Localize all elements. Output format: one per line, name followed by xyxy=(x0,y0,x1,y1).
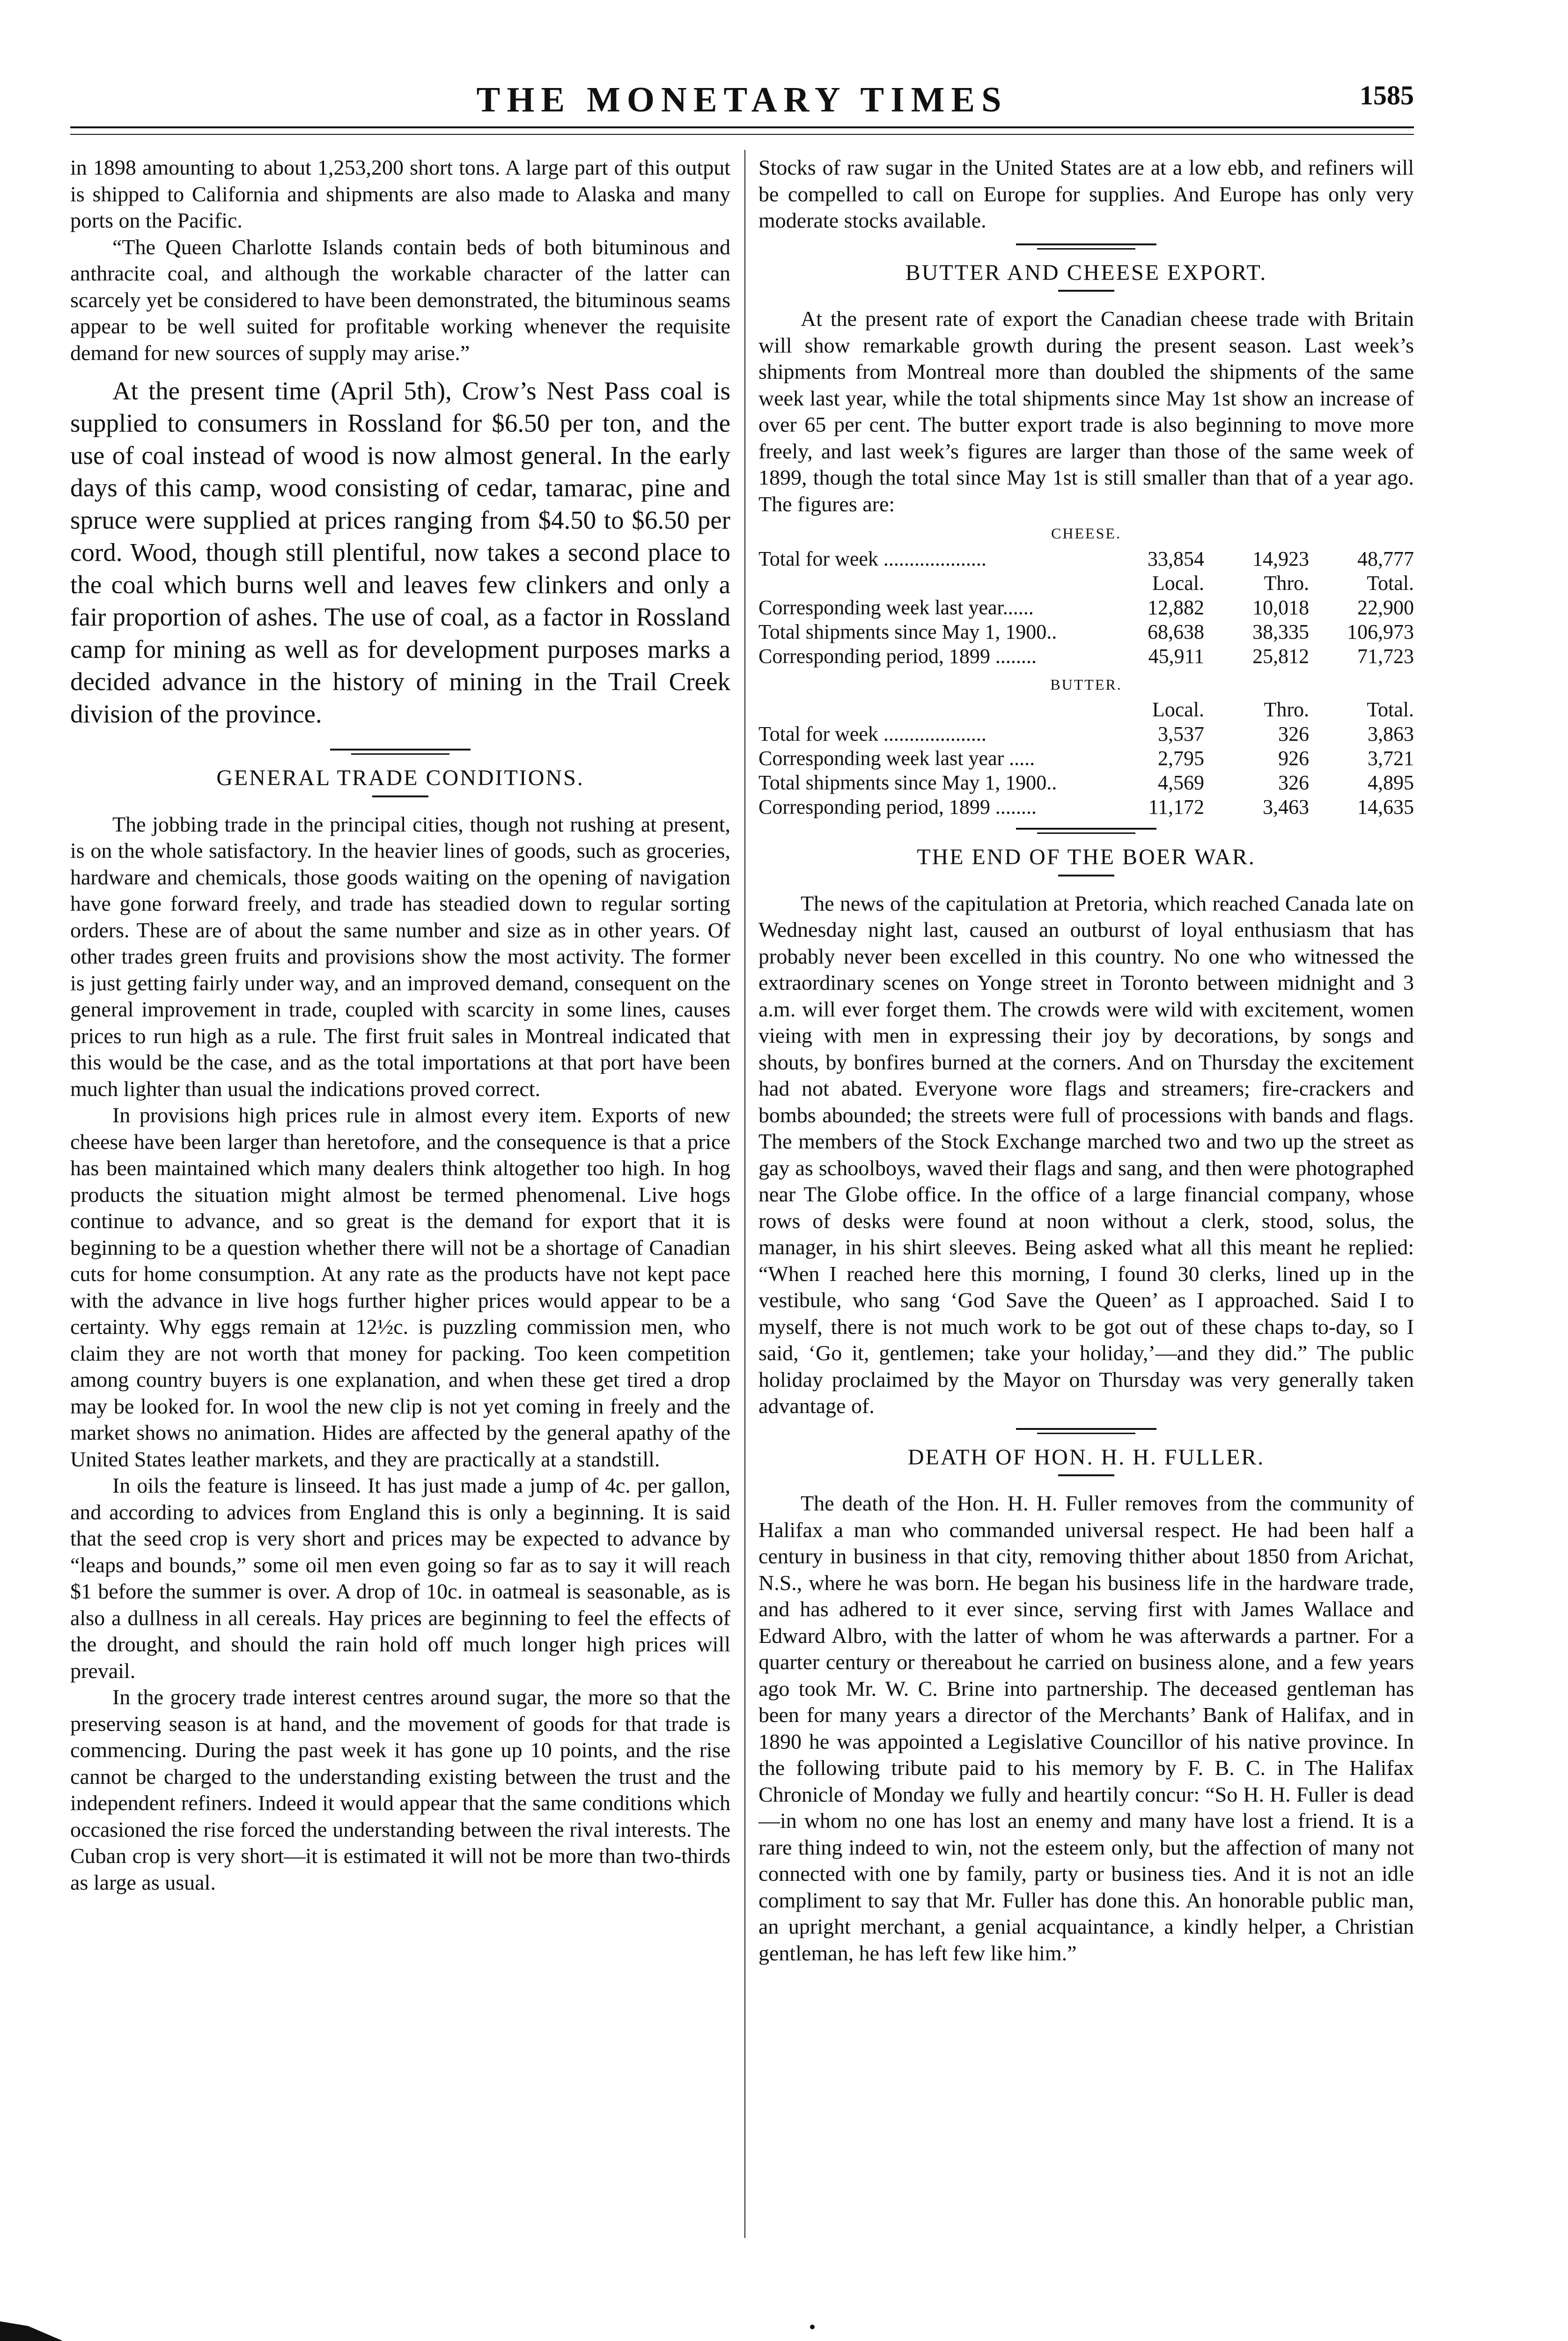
total-value: 3,721 xyxy=(1368,747,1414,770)
coal-output-paragraph: in 1898 amounting to about 1,253,200 short tons. A large part of this output is shipped to California and shipments are also made to Alaska and many ports on the Pacific. xyxy=(70,155,730,232)
local-value: 4,569 xyxy=(1158,771,1204,794)
total-value: 3,863 xyxy=(1368,722,1414,745)
left-column xyxy=(70,155,730,1896)
heading-rule xyxy=(1058,290,1114,292)
local-value: 3,537 xyxy=(1158,722,1204,745)
publication-title: THE MONETARY TIMES xyxy=(476,80,1008,119)
page-corner-mark xyxy=(0,2251,94,2341)
thro-value: 326 xyxy=(1278,771,1309,794)
section-separator xyxy=(330,749,471,755)
row-label: Corresponding period, 1899 ........ xyxy=(758,795,1037,818)
column-header-row xyxy=(758,571,1414,596)
row-label: Corresponding period, 1899 ........ xyxy=(758,644,1037,668)
local-value: 2,795 xyxy=(1158,747,1204,770)
cheese-table xyxy=(758,547,1414,669)
local-value: 45,911 xyxy=(1148,644,1204,668)
total-value: 22,900 xyxy=(1357,596,1414,619)
thro-value: 3,463 xyxy=(1263,795,1309,818)
section-separator xyxy=(1016,1428,1156,1434)
trade-paragraph-provisions: In provisions high prices rule in almost every item. Exports of new cheese have been larger than heretofore, and the consequence is that a price has been maintained which many dealers think altogether too high. In hog products the situation might almost be termed phenomenal. Live hogs continue to advance, and so great is the demand for export that it is beginning to be a question whether there will not be a shortage of Canadian cuts for home consumption. At any rate as the products have not kept pace with the advance in live hogs further higher prices would appear to be a certainty. Why eggs remain at 12½c. is puzzling commission men, who claim they are not worth that money for packing. Too keen competition among country buyers is one explanation, and when these get tired a drop may be looked for. In wool the new clip is not yet coming in freely and the market shows no animation. Hides are affected by the general apathy of the United States leather markets, and they are practically at a standstill. xyxy=(70,1103,730,1471)
table-row xyxy=(758,771,1414,795)
thro-value: 38,335 xyxy=(1252,620,1309,643)
butter-table xyxy=(758,698,1414,819)
local-value: 11,172 xyxy=(1148,795,1204,818)
table-row xyxy=(758,596,1414,620)
masthead xyxy=(70,66,1414,136)
thro-value: 25,812 xyxy=(1252,644,1309,668)
local-value: 12,882 xyxy=(1148,596,1204,619)
row-label: Corresponding week last year ..... xyxy=(758,747,1035,770)
total-value: 14,635 xyxy=(1357,795,1414,818)
col-total: Total. xyxy=(1367,571,1414,595)
thro-value: 326 xyxy=(1278,722,1309,745)
thro-value: 10,018 xyxy=(1252,596,1309,619)
page-number: 1585 xyxy=(1360,80,1414,110)
total-value: 106,973 xyxy=(1347,620,1414,643)
thro-value: 926 xyxy=(1278,747,1309,770)
butter-label: BUTTER. xyxy=(1050,676,1122,693)
boer-war-heading: THE END OF THE BOER WAR. xyxy=(917,845,1256,869)
row-label: Total for week .................... xyxy=(758,722,986,745)
table-row xyxy=(758,620,1414,644)
col-thro: Thro. xyxy=(1264,698,1309,721)
cheese-label: CHEESE. xyxy=(1051,525,1121,542)
section-separator xyxy=(1016,828,1156,834)
butter-cheese-paragraph: At the present rate of export the Canadian cheese trade with Britain will show remarkable growth during the present season. Last week’s shipments from Montreal more than doubled the shipments of the same week last year, while the total shipments since May 1st show an increase of over 65 per cent. The butter export trade is also beginning to move more freely, and last week’s figures are larger than those of the same week of 1899, though the total since May 1st is still smaller than that of a year ago. The figures are: xyxy=(758,307,1414,516)
total-value: 71,723 xyxy=(1357,644,1414,668)
local-value: 68,638 xyxy=(1148,620,1204,643)
butter-cheese-heading: BUTTER AND CHEESE EXPORT. xyxy=(905,260,1267,285)
crows-nest-paragraph: At the present time (April 5th), Crow’s Nest Pass coal is supplied to consumers in Rossland for $6.50 per ton, and the use of coal instead of wood is now almost general. In the early days of this camp, wood consisting of cedar, tamarac, pine and spruce were supplied at prices ranging from $4.50 to $6.50 per cord. Wood, though still plentiful, now takes a second place to the coal which burns well and leaves few clinkers and only a fair proportion of ashes. The use of coal, as a factor in Rossland camp for mining as well as for development purposes marks a decided advance in the history of mining in the Trail Creek division of the province. xyxy=(70,376,730,728)
column-divider xyxy=(744,150,745,2238)
table-row xyxy=(758,722,1414,746)
row-label: Total shipments since May 1, 1900.. xyxy=(758,771,1057,794)
heading-rule xyxy=(372,795,428,797)
fuller-heading: DEATH OF HON. H. H. FULLER. xyxy=(907,1444,1265,1470)
table-row xyxy=(758,746,1414,771)
total-value: 4,895 xyxy=(1368,771,1414,794)
section-separator xyxy=(1016,243,1156,250)
trade-heading: GENERAL TRADE CONDITIONS. xyxy=(216,766,584,790)
row-label: Total for week .................... xyxy=(758,547,986,570)
total-value: 48,777 xyxy=(1357,547,1414,570)
col-thro: Thro. xyxy=(1264,571,1309,595)
masthead-rule xyxy=(70,126,1414,135)
column-header-row xyxy=(758,698,1414,722)
queen-charlotte-quote: “The Queen Charlotte Islands contain beds of both bituminous and anthracite coal, and although the workable character of the latter can scarcely yet be considered to have been demonstrated, the bituminous seams appear to be well suited for profitable working whenever the requisite demand for new sources of supply may arise.” xyxy=(70,235,730,365)
fuller-paragraph: The death of the Hon. H. H. Fuller removes from the community of Halifax a man who commanded universal respect. He had been half a century in business in that city, removing thither about 1850 from Arichat, N.S., where he was born. He began his business life in the hardware trade, and has adhered to it ever since, serving first with James Wallace and Edward Albro, with the latter of whom he was afterwards a partner. For a quarter century or thereabout he carried on business alone, and a few years ago took Mr. W. C. Brine into partnership. The deceased gentleman has been for many years a director of the Merchants’ Bank of Halifax, and in 1890 he was appointed a Legislative Councillor of his native province. In the following tribute paid to his memory by F. B. C. in The Halifax Chronicle of Monday we fully and heartily concur: “So H. H. Fuller is dead—in whom no one has lost an enemy and many have lost a friend. It is a rare thing indeed to win, not the esteem only, but the affection of many not connected with one by family, party or business ties. And it is not an idle compliment to say that Mr. Fuller has done this. An honorable public man, an upright merchant, a genial acquaintance, a kindly helper, a Christian gentleman, he has left few like him.” xyxy=(758,1491,1414,1965)
trade-paragraph-oils: In oils the feature is linseed. It has just made a jump of 4c. per gallon, and according to advices from England this is only a beginning. It is said that the seed crop is very short and prices may be expected to advance by “leaps and bounds,” some oil men even going so far as to say it will reach $1 before the summer is over. A drop of 10c. in oatmeal is seasonable, as is also a dullness in all cereals. Hay prices are beginning to feel the effects of the drought, and should the rain hold off much longer high prices will prevail. xyxy=(70,1473,730,1683)
thro-value: 14,923 xyxy=(1252,547,1309,570)
trade-paragraph-grocery: In the grocery trade interest centres around sugar, the more so that the preserving season is at hand, and the movement of goods for that trade is commencing. During the past week it has gone up 10 points, and the rise cannot be charged to the understanding existing between the trust and the independent refiners. Indeed it would appear that the same conditions which occasioned the rise forced the understanding between the rival interests. The Cuban crop is very short—it is estimated it will not be more than two-thirds as large as usual. xyxy=(70,1685,730,1894)
col-total: Total. xyxy=(1367,698,1414,721)
trade-paragraph-jobbing: The jobbing trade in the principal cities, though not rushing at present, is on the whole satisfactory. In the heavier lines of goods, such as groceries, hardware and chemicals, those goods waiting on the opening of navigation have gone forward freely, and trade has steadied down to regular sorting orders. These are of about the same number and size as in other years. Of other trades green fruits and provisions show the most activity. The former is just getting fairly under way, and an improved demand, consequent on the general improvement in trade, coupled with scarcity in some lines, causes prices to run high as a rule. The first fruit sales in Montreal indicated that this would be the case, and as the total importations at that port have been much lighter than usual the indications proved correct. xyxy=(70,812,730,1101)
col-local: Local. xyxy=(1152,571,1204,595)
col-local: Local. xyxy=(1152,698,1204,721)
table-row xyxy=(758,644,1414,669)
table-row xyxy=(758,547,1414,571)
right-column xyxy=(758,155,1414,1966)
local-value: 33,854 xyxy=(1148,547,1204,570)
boer-war-paragraph: The news of the capitulation at Pretoria, which reached Canada late on Wednesday night last, caused an outburst of loyal enthusiasm that has probably never been excelled in this country. No one who witnessed the extraordinary scenes on Yonge street in Toronto between midnight and 3 a.m. will ever forget them. The crowds were wild with excitement, women vieing with men in expressing their joy by decorations, by songs and shouts, by bonfires burned at the corners. And on Thursday the excitement had not abated. Everyone wore flags and streamers; fire-crackers and bombs abounded; the streets were full of processions with bands and flags. The members of the Stock Exchange marched two and two up the street as gay as schoolboys, waved their flags and sang, and then were photographed near The Globe office. In the office of a large financial company, whose rows of desks were found at noon without a clerk, stood, solus, the manager, in his shirt sleeves. Being asked what all this meant he replied: “When I reached here this morning, I found 30 clerks, lined up in the vestibule, who sang ‘God Save the Queen’ as I approached. Said I to myself, there is not much work to be got out of these chaps to-day, so I said, ‘Go it, gentlemen; take your holiday,’—and they did.” The public holiday proclaimed by the Mayor on Thursday was very generally taken advantage of. xyxy=(758,891,1414,1418)
sugar-paragraph: Stocks of raw sugar in the United States are at a low ebb, and refiners will be compelled to call on Europe for supplies. And Europe has only very moderate stocks available. xyxy=(758,155,1414,232)
ink-dot xyxy=(810,2325,815,2329)
table-row xyxy=(758,795,1414,819)
row-label: Total shipments since May 1, 1900.. xyxy=(758,620,1057,643)
heading-rule xyxy=(1058,875,1114,876)
heading-rule xyxy=(1058,1474,1114,1476)
row-label: Corresponding week last year...... xyxy=(758,596,1034,619)
